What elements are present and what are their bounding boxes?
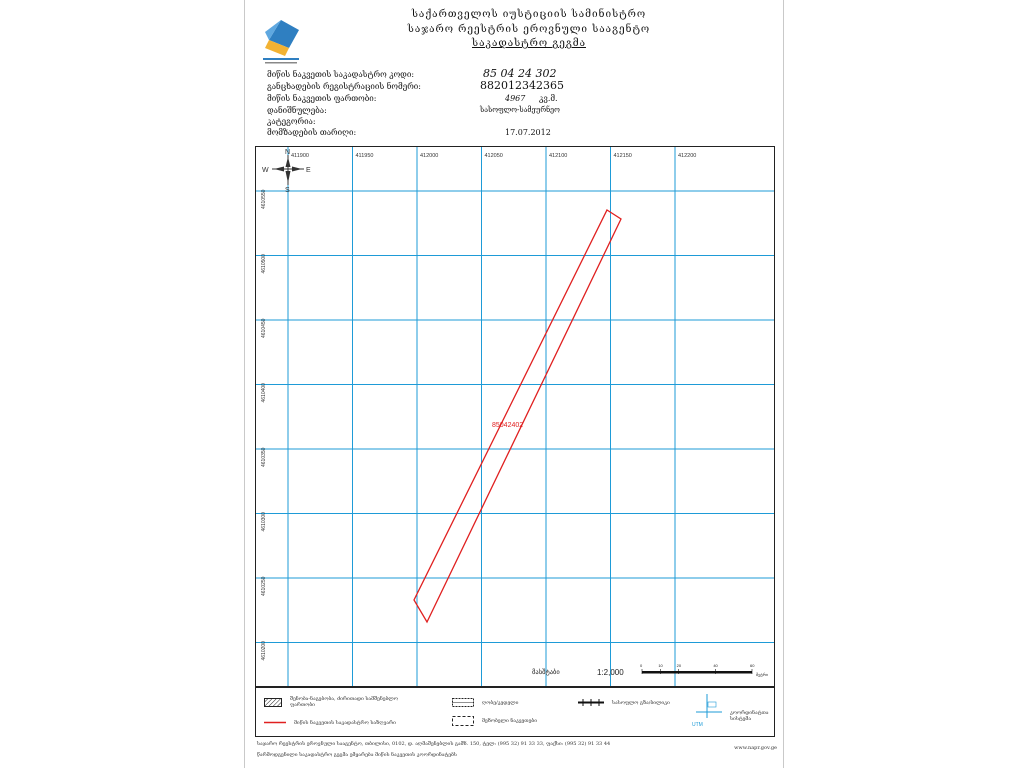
y-tick-label: 4610300: [261, 512, 267, 532]
y-tick-label: 4610550: [261, 189, 267, 209]
date-label: მომზადების თარიღი:: [267, 128, 357, 137]
parcel-boundary[interactable]: [414, 210, 621, 622]
utm-label: UTM: [692, 722, 703, 728]
y-tick-label: 4610250: [261, 576, 267, 596]
cadastral-code-label: მიწის ნაკვეთის საკადასტრო კოდი:: [267, 70, 415, 79]
footer-note: წარმოდგენილი საკადასტრო გეგმა ემყარება მიწის ნაკვეთის კოორდინატებს: [257, 752, 457, 758]
legend-item-fence: [452, 698, 518, 707]
area-label: მიწის ნაკვეთის ფართობი:: [267, 94, 377, 103]
cadastral-plan-page: [244, 0, 784, 768]
area-row: [267, 94, 558, 103]
x-tick-label: 412000: [420, 153, 439, 159]
date-value: 17.07.2012: [505, 128, 551, 137]
utm-axes-icon: [692, 694, 722, 728]
legend-label-building: შენობა-ნაგებობა, ძირითადი სამშენებლო ფართობი: [290, 696, 398, 708]
y-tick-label: 4610350: [261, 447, 267, 467]
x-tick-label: 411950: [355, 153, 374, 159]
legend-label-fence: ღობე/კედელი: [482, 699, 519, 706]
category-label: კატეგორია:: [267, 117, 316, 126]
legend-item-boundary: [264, 718, 396, 727]
red-line-icon: [264, 718, 286, 727]
purpose-row: [267, 106, 560, 115]
y-tick-label: 4610500: [261, 254, 267, 274]
coordinate-grid: [256, 147, 774, 686]
hatched-box-icon: [264, 698, 282, 707]
legend-item-neighbors: [452, 716, 537, 726]
map-svg: [256, 147, 774, 686]
x-tick-label: 411900: [291, 153, 309, 159]
purpose-label: დანიშნულება:: [267, 106, 327, 115]
area-value: 4967: [505, 94, 526, 103]
scale-bar-line: [642, 671, 752, 674]
y-tick-label: 4610200: [261, 641, 267, 661]
scale-tick-label: 60: [750, 663, 755, 668]
footer-address: საჯარო რეესტრის ეროვნული სააგენტო, თბილისი, 0102, დ. აღმაშენებლის გამზ. 150, ტელ: (995 32) 91 33 33, ფაქსი: (995 32) 91 33 44: [257, 741, 611, 747]
x-tick-label: 412200: [678, 153, 697, 159]
purpose-value: სასოფლო-სამეურნეო: [480, 106, 560, 114]
railway-line-icon: [578, 698, 604, 707]
scale-label: მასშტაბი: [532, 669, 560, 676]
compass-west-label: W: [262, 167, 269, 174]
compass-north-label: N: [285, 149, 291, 156]
parcel-code-label: 85042402: [492, 422, 524, 429]
y-tick-label: 4610400: [261, 383, 267, 403]
map-legend: [255, 687, 775, 737]
date-row: [267, 128, 551, 137]
document-title: საკადასტრო გეგმა: [472, 38, 586, 49]
application-number-row: [267, 79, 564, 92]
dashed-box-icon: [452, 698, 474, 707]
legend-item-road: [578, 698, 670, 707]
scale-unit: მეტრი: [756, 672, 768, 677]
legend-label-neighbors: მეზობელი ნაკვეთები: [482, 718, 538, 724]
compass-south-label: S: [285, 187, 290, 194]
application-number-label: განცხადების რეგისტრაციის ნომერი:: [267, 82, 421, 91]
agency-title: საჯარო რეესტრის ეროვნული სააგენტო: [407, 24, 651, 35]
ministry-title: საქართველოს იუსტიციის სამინისტრო: [411, 9, 647, 20]
scale-bar: [532, 663, 768, 677]
cadastral-code-value: 85 04 24 302: [483, 67, 557, 80]
scale-tick-label: 0: [640, 663, 643, 668]
scale-tick-label: 10: [658, 663, 663, 668]
x-tick-labels: [291, 153, 696, 159]
footer-website-link[interactable]: www.napr.gov.ge: [734, 745, 777, 751]
area-unit: კვ.მ.: [539, 94, 558, 103]
legend-label-boundary: მიწის ნაკვეთის საკადასტრო საზღვარი: [294, 719, 396, 726]
scale-value: 1:2,000: [597, 668, 624, 677]
legend-item-building: [264, 696, 410, 708]
dashed-outline-box-icon: [452, 716, 474, 726]
x-tick-label: 412100: [549, 153, 568, 159]
compass-east-label: E: [306, 167, 311, 174]
x-tick-label: 412050: [484, 153, 503, 159]
cadastral-code-row: [267, 67, 557, 80]
scale-tick-label: 40: [713, 663, 718, 668]
legend-item-utm: [692, 694, 770, 728]
category-row: [267, 117, 477, 126]
x-tick-label: 412150: [613, 153, 632, 159]
application-number-value: 882012342365: [480, 79, 564, 92]
y-tick-label: 4610450: [261, 318, 267, 338]
cadastral-map: [255, 146, 775, 687]
y-tick-labels: [261, 189, 267, 660]
scale-tick-label: 20: [676, 663, 682, 668]
legend-label-road: სასოფლო გზა/ბილიკი: [612, 699, 670, 706]
legend-label-coordsys: კოორდინატთა სისტემა: [730, 710, 769, 722]
